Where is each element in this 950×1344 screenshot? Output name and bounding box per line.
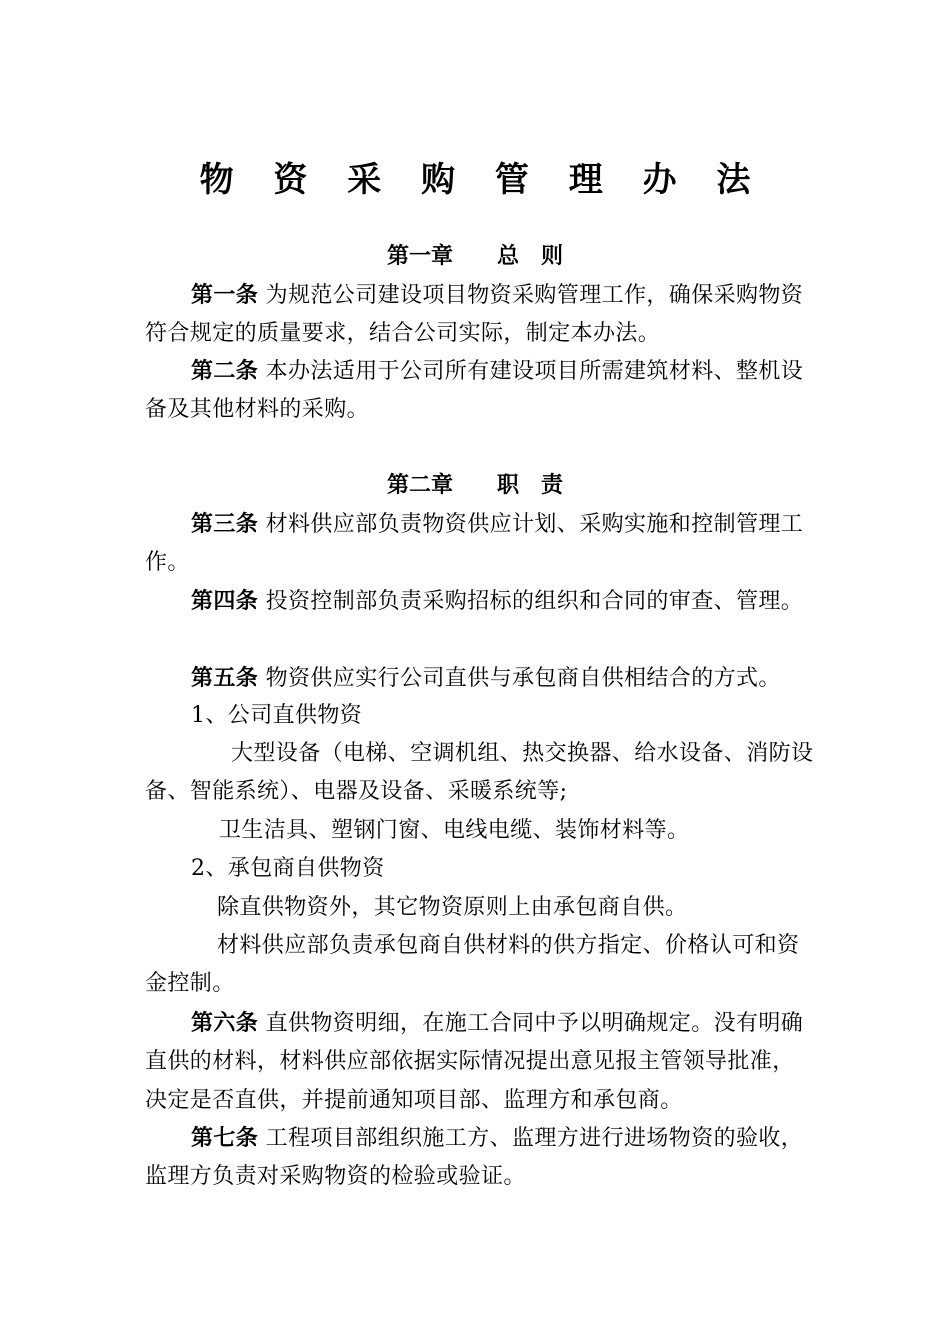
article-7 (145, 1119, 815, 1197)
item-1-title: 1、公司直供物资 (191, 703, 363, 728)
item-1-paragraph-1: 大型设备（电梯、空调机组、热交换器、给水设备、消防设备、智能系统）、电器及设备、采暖系统等; (145, 741, 814, 805)
article-3 (145, 505, 815, 583)
article-label: 第一条 (191, 282, 259, 308)
article-6 (145, 1004, 815, 1120)
article-text: 材料供应部负责物资供应计划、采购实施和控制管理工作。 (145, 512, 804, 576)
item-2-paragraph-2: 材料供应部负责承包商自供材料的供方指定、价格认可和资金控制。 (145, 933, 800, 997)
item-2-paragraph-1: 除直供物资外，其它物资原则上由承包商自供。 (217, 895, 688, 920)
chapter-heading-1: 第一章 总 则 (386, 243, 563, 269)
article-5 (145, 659, 815, 698)
article-text: 工程项目部组织施工方、监理方进行进场物资的验收，监理方负责对采购物资的检验或验证。 (145, 1126, 804, 1190)
article-text: 直供物资明细，在施工合同中予以明确规定。没有明确直供的材料，材料供应部依据实际情况提出意见报主管领导批准，决定是否直供，并提前通知项目部、监理方和承包商。 (145, 1011, 804, 1113)
article-label: 第四条 (191, 588, 259, 614)
article-text: 为规范公司建设项目物资采购管理工作，确保采购物资符合规定的质量要求，结合公司实际，制定本办法。 (145, 283, 804, 347)
article-2 (145, 352, 815, 430)
document-title: 物 资 采 购 管 理 办 法 (199, 160, 765, 200)
article-4 (145, 582, 815, 621)
article-label: 第五条 (191, 665, 259, 691)
chapter-heading-2: 第二章 职 责 (386, 472, 563, 498)
article-label: 第六条 (191, 1010, 259, 1036)
article-text: 本办法适用于公司所有建设项目所需建筑材料、整机设备及其他材料的采购。 (145, 359, 804, 423)
article-label: 第七条 (191, 1125, 259, 1151)
article-label: 第三条 (191, 511, 259, 537)
article-1 (145, 276, 815, 354)
item-1-paragraph-2: 卫生洁具、塑钢门窗、电线电缆、装饰材料等。 (219, 818, 690, 843)
article-text: 投资控制部负责采购招标的组织和合同的审查、管理。 (258, 589, 804, 614)
article-label: 第二条 (191, 358, 259, 384)
article-text: 物资供应实行公司直供与承包商自供相结合的方式。 (258, 666, 781, 691)
item-2-title: 2、承包商自供物资 (191, 856, 385, 881)
